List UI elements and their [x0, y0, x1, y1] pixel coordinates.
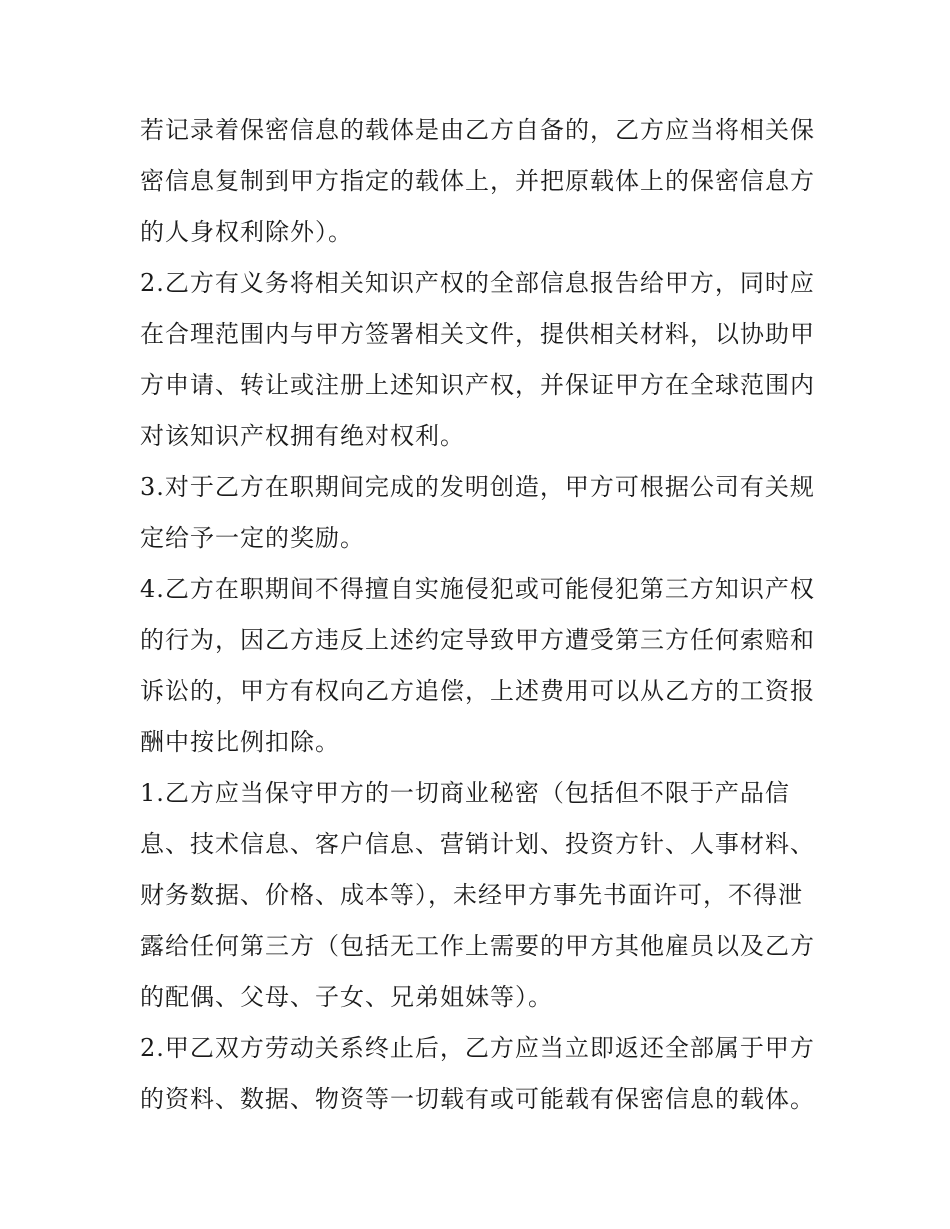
text-line: 在合理范围内与甲方签署相关文件，提供相关材料，以协助甲 — [140, 320, 815, 348]
text-line: 4.乙方在职期间不得擅自实施侵犯或可能侵犯第三方知识产权 — [140, 575, 815, 603]
text-line: 定给予一定的奖励。 — [140, 524, 365, 552]
document-body — [140, 105, 820, 1125]
text-line: 对该知识产权拥有绝对权利。 — [140, 422, 465, 450]
text-line: 的行为，因乙方违反上述约定导致甲方遭受第三方任何索赔和 — [140, 626, 815, 654]
text-line: 3.对于乙方在职期间完成的发明创造，甲方可根据公司有关规 — [140, 473, 815, 501]
text-line: 2.甲乙双方劳动关系终止后，乙方应当立即返还全部属于甲方 — [140, 1034, 815, 1062]
text-line: 酬中按比例扣除。 — [140, 728, 340, 756]
text-line: 的配偶、父母、子女、兄弟姐妹等）。 — [140, 983, 553, 1011]
text-line: 诉讼的，甲方有权向乙方追偿，上述费用可以从乙方的工资报 — [140, 677, 815, 705]
text-line: 1.乙方应当保守甲方的一切商业秘密（包括但不限于产品信 — [140, 779, 790, 807]
text-line: 若记录着保密信息的载体是由乙方自备的，乙方应当将相关保 — [140, 116, 815, 144]
text-line: 的人身权利除外）。 — [140, 218, 353, 246]
text-line: 露给任何第三方（包括无工作上需要的甲方其他雇员以及乙方 — [140, 932, 815, 960]
text-line: 息、技术信息、客户信息、营销计划、投资方针、人事材料、 — [140, 830, 815, 858]
text-line: 方申请、转让或注册上述知识产权，并保证甲方在全球范围内 — [140, 371, 815, 399]
text-line: 的资料、数据、物资等一切载有或可能载有保密信息的载体。 — [140, 1085, 815, 1113]
text-line: 2.乙方有义务将相关知识产权的全部信息报告给甲方，同时应 — [140, 269, 815, 297]
text-line: 密信息复制到甲方指定的载体上，并把原载体上的保密信息方 — [140, 167, 815, 195]
text-line: 财务数据、价格、成本等），未经甲方事先书面许可，不得泄 — [140, 881, 803, 909]
